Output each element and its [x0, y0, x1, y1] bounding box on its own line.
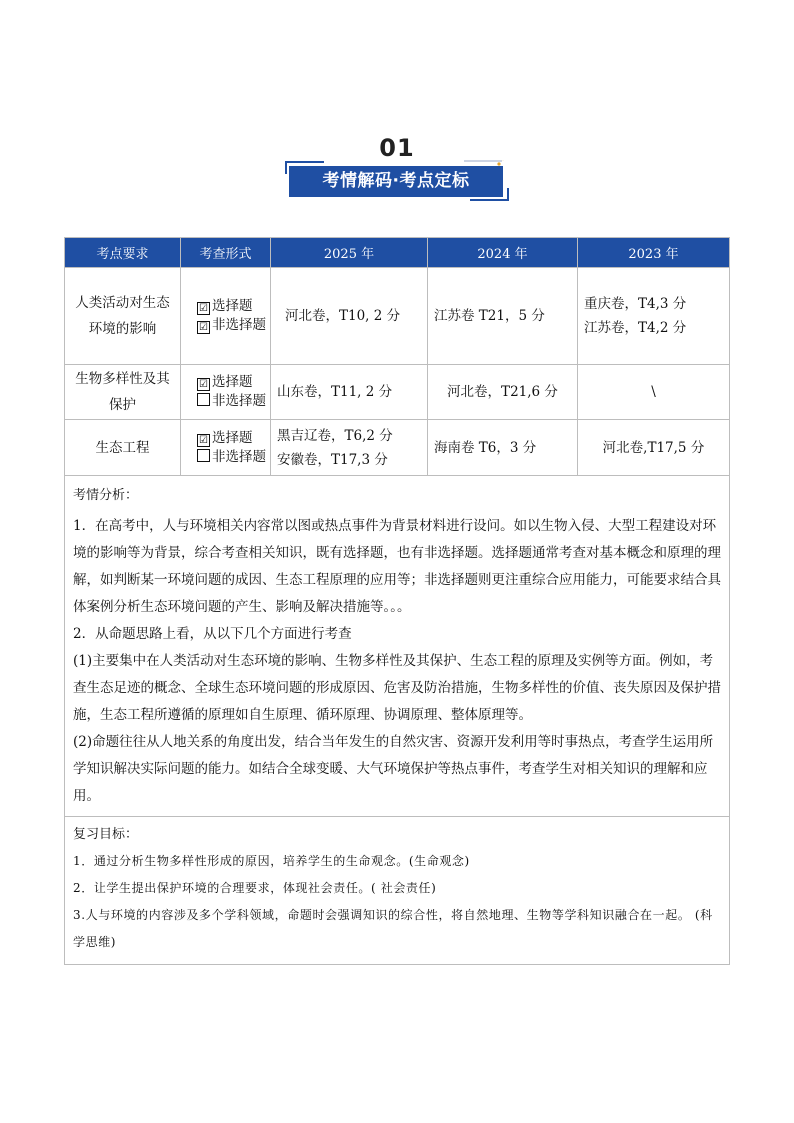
col-header-form: 考查形式	[181, 238, 271, 268]
topic-cell	[65, 268, 181, 365]
cell-2024	[428, 268, 578, 365]
topic-cell	[65, 420, 181, 476]
exam-entry: 河北卷,T17,5 分	[602, 439, 705, 456]
analysis-paragraph: 1．在高考中，人与环境相关内容常以图或热点事件为背景材料进行设问。如以生物入侵、大型工程建设对环境的影响等为背景，综合考查相关知识，既有选择题，也有非选择题。选择题通常考查对基本概念和原理的理解，如判断某一环境问题的成因、生态工程原理的应用等；非选择题则更注重综合应用能力，可能要求结合具体案例分析生态环境问题的产生、影响及解决措施等。。。	[73, 518, 721, 615]
goals-row	[65, 817, 730, 965]
form-label: 非选择题	[212, 317, 266, 333]
analysis-row	[65, 476, 730, 817]
table-row	[65, 268, 730, 365]
col-header-2025: 2025 年	[271, 238, 428, 268]
form-option	[197, 373, 270, 392]
exam-entry: 山东卷，T11, 2 分	[277, 384, 393, 400]
col-header-requirement: 考点要求	[65, 238, 181, 268]
table-row	[65, 420, 730, 476]
checkbox-checked-icon: ☑	[197, 378, 210, 391]
form-option	[197, 429, 270, 448]
cell-2024	[428, 365, 578, 420]
section-header	[0, 0, 794, 210]
checkbox-empty-icon	[197, 393, 210, 406]
checkbox-checked-icon: ☑	[197, 321, 210, 334]
exam-entry: 重庆卷，T4,3 分	[584, 296, 687, 312]
topic-line: 环境的影响	[88, 321, 157, 337]
form-cell	[181, 365, 271, 420]
cell-2025	[271, 365, 428, 420]
form-label: 选择题	[212, 429, 253, 446]
form-option	[197, 297, 270, 316]
form-label: 非选择题	[212, 448, 266, 465]
form-option	[197, 448, 270, 467]
goals-heading: 复习目标：	[73, 827, 139, 842]
cell-2023	[578, 268, 730, 365]
topic-cell	[65, 365, 181, 420]
analysis-heading: 考情分析：	[73, 488, 139, 503]
col-header-2023: 2023 年	[578, 238, 730, 268]
goal-item: 2．让学生提出保护环境的合理要求，体现社会责任。( 社会责任)	[73, 881, 437, 895]
topic-line: 生物多样性及其	[75, 371, 170, 387]
exam-entry: 安徽卷，T17,3 分	[277, 451, 388, 468]
form-label: 选择题	[212, 298, 253, 314]
checkbox-checked-icon: ☑	[197, 434, 210, 447]
form-label: 选择题	[212, 374, 253, 390]
cell-2023	[578, 365, 730, 420]
exam-entry: 河北卷，T21,6 分	[447, 384, 558, 400]
topic-line: 保护	[109, 397, 136, 413]
table-row	[65, 365, 730, 420]
form-label: 非选择题	[212, 393, 266, 409]
goal-item: 1．通过分析生物多样性形成的原因，培养学生的生命观念。(生命观念)	[73, 854, 470, 868]
exam-analysis-table	[64, 237, 730, 965]
topic-line: 生态工程	[95, 439, 150, 456]
exam-entry: 江苏卷，T4,2 分	[584, 320, 687, 336]
topic-line: 人类活动对生态	[75, 295, 170, 311]
section-banner: 考情解码·考点定标	[289, 166, 503, 197]
form-option	[197, 316, 270, 335]
exam-entry: 江苏卷 T21，5 分	[434, 308, 545, 324]
goals-cell	[65, 817, 730, 965]
cell-2025	[271, 268, 428, 365]
section-number: 01	[379, 134, 415, 162]
goal-item: 3.人与环境的内容涉及多个学科领域，命题时会强调知识的综合性，将自然地理、生物等学科知识融合在一起。 (科学思维)	[73, 908, 713, 949]
checkbox-checked-icon: ☑	[197, 302, 210, 315]
exam-entry: 海南卷 T6，3 分	[434, 439, 537, 456]
exam-entry: \	[651, 384, 656, 400]
analysis-paragraph: 2．从命题思路上看，从以下几个方面进行考查	[73, 626, 352, 642]
analysis-cell	[65, 476, 730, 817]
exam-entry: 黑吉辽卷，T6,2 分	[277, 427, 393, 444]
checkbox-empty-icon	[197, 449, 210, 462]
analysis-paragraph: (2)命题往往从人地关系的角度出发，结合当年发生的自然灾害、资源开发利用等时事热点，考查学生运用所学知识解决实际问题的能力。如结合全球变暖、大气环境保护等热点事件，考查学生对相关知识的理解和应用。	[73, 734, 714, 804]
exam-entry: 河北卷，T10, 2 分	[285, 308, 401, 324]
form-cell	[181, 268, 271, 365]
analysis-paragraph: (1)主要集中在人类活动对生态环境的影响、生物多样性及其保护、生态工程的原理及实例等方面。例如，考查生态足迹的概念、全球生态环境问题的形成原因、危害及防治措施，生物多样性的价值、丧失原因及保护措施，生态工程所遵循的原理如自生原理、循环原理、协调原理、整体原理等。	[73, 653, 721, 723]
table-header-row	[65, 238, 730, 268]
col-header-2024: 2024 年	[428, 238, 578, 268]
cell-2024	[428, 420, 578, 476]
cell-2023	[578, 420, 730, 476]
form-cell	[181, 420, 271, 476]
cell-2025	[271, 420, 428, 476]
form-option	[197, 392, 270, 411]
